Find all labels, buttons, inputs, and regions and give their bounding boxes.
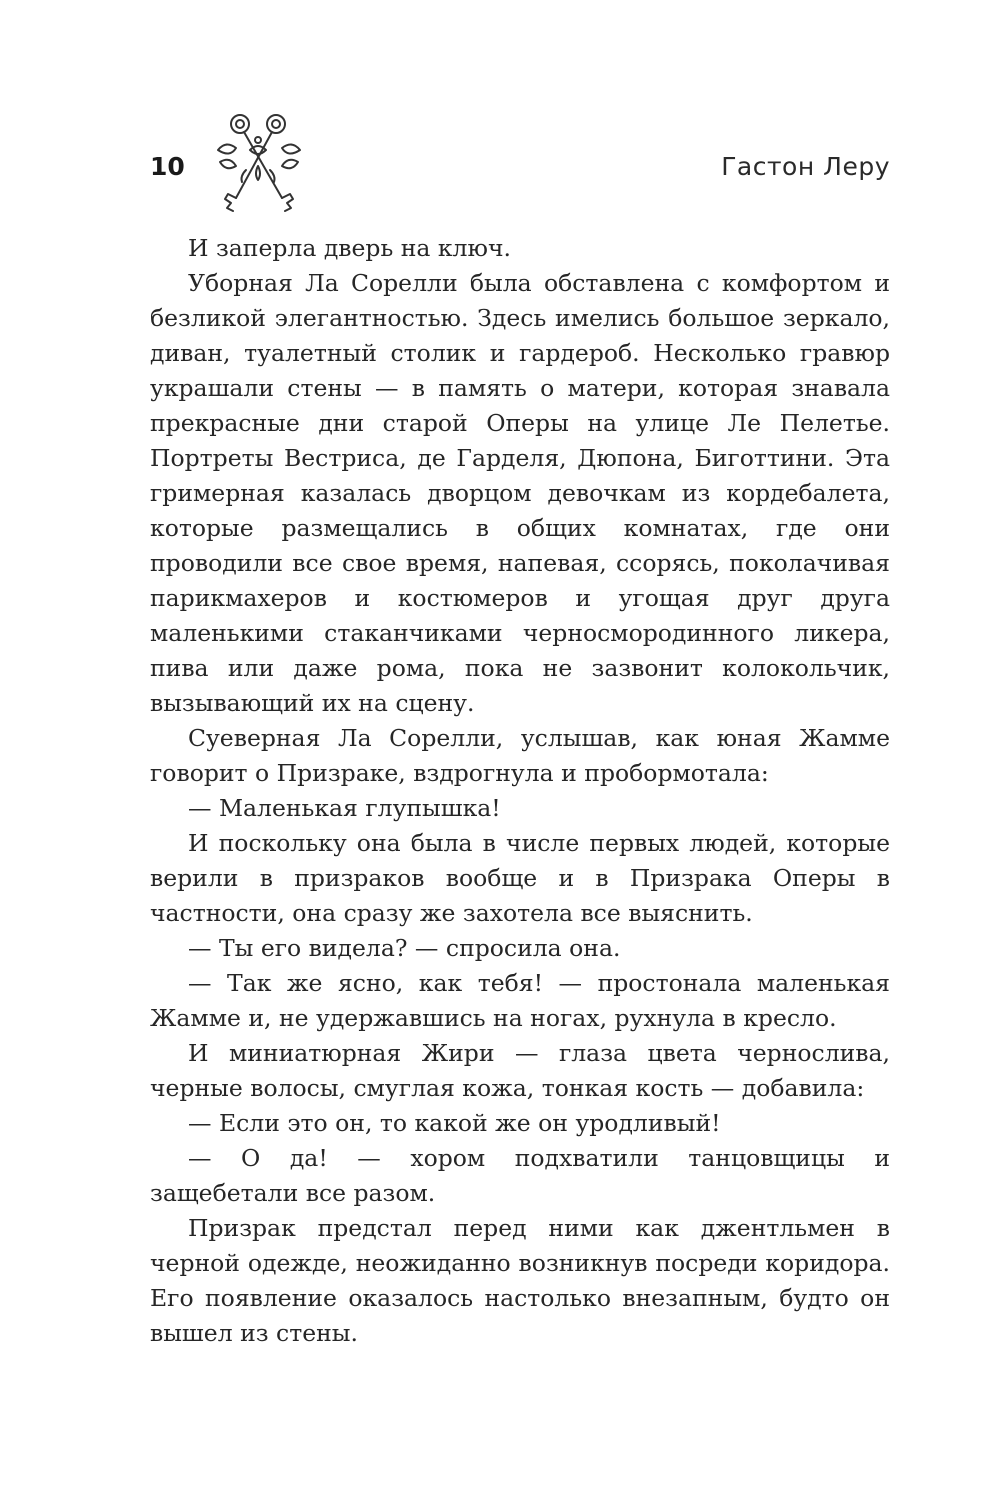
page-body	[150, 231, 890, 1351]
paragraph: Уборная Ла Сорелли была обставлена с комфортом и безликой элегантностью. Здесь имелись большое зеркало, диван, туалетный столик и гардероб. Несколько гравюр украшали стены — в память о матери, которая знавала прекрасные дни старой Оперы на улице Ле Пелетье. Портреты Вестриса, де Гарделя, Дюпона, Биготтини. Эта гримерная казалась дворцом девочкам из кордебалета, которые размещались в общих комнатах, где они проводили все свое время, напевая, ссорясь, поколачивая парикмахеров и костюмеров и угощая друг друга маленькими стаканчиками черносмородинного ликера, пива или даже рома, пока не зазвонит колокольчик, вызывающий их на сцену.	[150, 269, 890, 717]
crossed-keys-ornament-icon	[210, 110, 310, 215]
paragraph: Суеверная Ла Сорелли, услышав, как юная Жамме говорит о Призраке, вздрогнула и пробормотала:	[150, 724, 890, 787]
paragraph: — Ты его видела? — спросила она.	[188, 934, 621, 962]
page-number: 10	[150, 152, 185, 181]
paragraph: — Маленькая глупышка!	[188, 794, 501, 822]
paragraph: — Если это он, то какой же он уродливый!	[188, 1109, 721, 1137]
page-header	[0, 0, 1000, 230]
paragraph: — Так же ясно, как тебя! — простонала маленькая Жамме и, не удержавшись на ногах, рухнула в кресло.	[150, 969, 890, 1032]
paragraph: И миниатюрная Жири — глаза цвета чернослива, черные волосы, смуглая кожа, тонкая кость — добавила:	[150, 1039, 890, 1102]
paragraph: И поскольку она была в числе первых людей, которые верили в призраков вообще и в Призрака Оперы в частности, она сразу же захотела все выяснить.	[150, 829, 890, 927]
paragraph: И заперла дверь на ключ.	[188, 234, 511, 262]
paragraph: — О да! — хором подхватили танцовщицы и защебетали все разом.	[150, 1144, 890, 1207]
paragraph: Призрак предстал перед ними как джентльмен в черной одежде, неожиданно возникнув посреди коридора. Его появление оказалось настолько внезапным, будто он вышел из стены.	[150, 1214, 890, 1347]
author-name: Гастон Леру	[721, 152, 890, 181]
